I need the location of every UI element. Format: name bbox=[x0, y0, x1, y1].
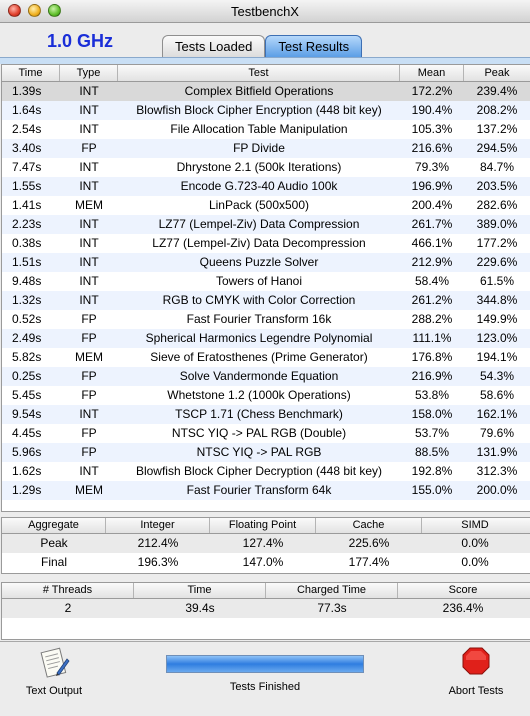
stop-sign-icon bbox=[461, 646, 491, 676]
cell-type: MEM bbox=[75, 483, 103, 497]
cell-type: INT bbox=[79, 84, 99, 98]
cell-test: Fast Fourier Transform 64k bbox=[186, 483, 332, 497]
footer-divider bbox=[0, 641, 530, 642]
cell-mean: 190.4% bbox=[411, 103, 453, 117]
cell-type: INT bbox=[79, 236, 99, 250]
cell-test: Queens Puzzle Solver bbox=[199, 255, 319, 269]
cell-mean: 288.2% bbox=[411, 312, 453, 326]
table-row[interactable] bbox=[2, 82, 530, 101]
cell-mean: 172.2% bbox=[411, 84, 453, 98]
tab-panel-divider bbox=[0, 57, 530, 64]
aggregate-cache-value: 177.4% bbox=[348, 555, 390, 569]
cell-mean: 58.4% bbox=[414, 274, 450, 288]
aggregate-table-header bbox=[2, 518, 530, 534]
cell-test: Complex Bitfield Operations bbox=[184, 84, 334, 98]
summary-row bbox=[2, 599, 530, 618]
table-row[interactable] bbox=[2, 310, 530, 329]
cell-time: 0.25s bbox=[12, 369, 42, 383]
cell-mean: 158.0% bbox=[411, 407, 453, 421]
cell-type: INT bbox=[79, 179, 99, 193]
aggregate-fp-value: 147.0% bbox=[242, 555, 284, 569]
cell-time: 1.41s bbox=[12, 198, 42, 212]
cell-test: Towers of Hanoi bbox=[215, 274, 303, 288]
aggregate-table bbox=[1, 517, 530, 574]
tab-bar bbox=[162, 35, 362, 57]
cell-mean: 216.9% bbox=[411, 369, 453, 383]
table-row[interactable] bbox=[2, 234, 530, 253]
table-row[interactable] bbox=[2, 215, 530, 234]
tab-test-results[interactable]: Test Results bbox=[265, 35, 362, 57]
cell-mean: 111.1% bbox=[412, 331, 452, 345]
results-table-header bbox=[2, 65, 530, 82]
column-header-peak[interactable]: Peak bbox=[484, 67, 510, 79]
cell-time: 9.48s bbox=[12, 274, 42, 288]
window-title: TestbenchX bbox=[231, 4, 299, 19]
cell-type: FP bbox=[81, 388, 97, 402]
cell-time: 1.39s bbox=[12, 84, 42, 98]
table-row[interactable] bbox=[2, 481, 530, 500]
cell-peak: 389.0% bbox=[476, 217, 518, 231]
cell-time: 7.47s bbox=[12, 160, 42, 174]
cell-test: Dhrystone 2.1 (500k Iterations) bbox=[176, 160, 342, 174]
summary-table bbox=[1, 582, 530, 640]
aggregate-row-label: Peak bbox=[40, 536, 68, 550]
cell-mean: 261.7% bbox=[411, 217, 453, 231]
cell-peak: 203.5% bbox=[476, 179, 518, 193]
cell-type: FP bbox=[81, 331, 97, 345]
aggregate-cache-value: 225.6% bbox=[348, 536, 390, 550]
aggregate-row-final bbox=[2, 553, 530, 572]
cell-time: 1.29s bbox=[12, 483, 42, 497]
cell-mean: 216.6% bbox=[411, 141, 453, 155]
aggregate-integer-value: 196.3% bbox=[137, 555, 179, 569]
cell-type: INT bbox=[79, 103, 99, 117]
summary-table-header bbox=[2, 583, 530, 599]
cell-mean: 261.2% bbox=[411, 293, 453, 307]
summary-score-value: 236.4% bbox=[442, 601, 484, 615]
table-row[interactable] bbox=[2, 405, 530, 424]
table-row[interactable] bbox=[2, 329, 530, 348]
cell-type: INT bbox=[79, 293, 99, 307]
cell-peak: 194.1% bbox=[476, 350, 518, 364]
cell-time: 0.38s bbox=[12, 236, 42, 250]
cell-time: 1.62s bbox=[12, 464, 42, 478]
cell-type: INT bbox=[79, 122, 99, 136]
cell-type: INT bbox=[79, 255, 99, 269]
cell-mean: 79.3% bbox=[414, 160, 450, 174]
table-row[interactable] bbox=[2, 272, 530, 291]
cell-peak: 282.6% bbox=[476, 198, 518, 212]
table-row[interactable] bbox=[2, 120, 530, 139]
table-row[interactable] bbox=[2, 177, 530, 196]
cell-peak: 137.2% bbox=[476, 122, 518, 136]
cell-peak: 149.9% bbox=[476, 312, 518, 326]
cell-peak: 79.6% bbox=[479, 426, 515, 440]
column-header-time[interactable]: Time bbox=[2, 65, 60, 81]
cell-test: Whetstone 1.2 (1000k Operations) bbox=[167, 388, 351, 402]
cell-time: 5.96s bbox=[12, 445, 42, 459]
cell-peak: 54.3% bbox=[479, 369, 515, 383]
cell-test: Encode G.723-40 Audio 100k bbox=[180, 179, 338, 193]
cell-type: FP bbox=[81, 312, 97, 326]
tab-tests-loaded[interactable]: Tests Loaded bbox=[162, 35, 265, 57]
cell-time: 9.54s bbox=[12, 407, 42, 421]
column-header-mean[interactable]: Mean bbox=[400, 65, 464, 81]
cell-time: 5.82s bbox=[12, 350, 42, 364]
cell-mean: 53.8% bbox=[414, 388, 450, 402]
cell-type: INT bbox=[79, 464, 99, 478]
cell-test: File Allocation Table Manipulation bbox=[170, 122, 348, 136]
cell-peak: 229.6% bbox=[476, 255, 518, 269]
cell-mean: 196.9% bbox=[411, 179, 453, 193]
cell-mean: 88.5% bbox=[414, 445, 450, 459]
column-header-test[interactable]: Test bbox=[118, 65, 400, 81]
cell-peak: 200.0% bbox=[476, 483, 518, 497]
cell-test: LZ77 (Lempel-Ziv) Data Compression bbox=[158, 217, 360, 231]
cell-test: LZ77 (Lempel-Ziv) Data Decompression bbox=[152, 236, 366, 250]
cell-test: RGB to CMYK with Color Correction bbox=[162, 293, 356, 307]
cell-test: Sieve of Eratosthenes (Prime Generator) bbox=[150, 350, 368, 364]
cell-test: NTSC YIQ -> PAL RGB bbox=[196, 445, 322, 459]
cell-type: FP bbox=[81, 141, 97, 155]
aggregate-fp-value: 127.4% bbox=[242, 536, 284, 550]
cell-mean: 466.1% bbox=[411, 236, 453, 250]
cell-peak: 84.7% bbox=[479, 160, 515, 174]
cell-type: INT bbox=[79, 160, 99, 174]
aggregate-header-integer: Integer bbox=[106, 518, 210, 533]
column-header-type[interactable]: Type bbox=[60, 65, 118, 81]
title-bar bbox=[0, 0, 530, 23]
table-row[interactable] bbox=[2, 101, 530, 120]
cell-time: 4.45s bbox=[12, 426, 42, 440]
cell-peak: 239.4% bbox=[476, 84, 518, 98]
summary-charged-time-value: 77.3s bbox=[317, 601, 347, 615]
cell-test: FP Divide bbox=[233, 141, 285, 155]
cell-time: 2.54s bbox=[12, 122, 42, 136]
cell-mean: 155.0% bbox=[411, 483, 453, 497]
cell-mean: 192.8% bbox=[411, 464, 453, 478]
cell-peak: 208.2% bbox=[476, 103, 518, 117]
cell-type: FP bbox=[81, 426, 97, 440]
cell-time: 1.32s bbox=[12, 293, 42, 307]
cell-peak: 294.5% bbox=[476, 141, 518, 155]
cell-time: 2.49s bbox=[12, 331, 42, 345]
progress-fill bbox=[167, 656, 363, 672]
cpu-speed-label: 1.0 GHz bbox=[47, 31, 114, 51]
text-document-icon bbox=[37, 646, 71, 680]
cell-time: 5.45s bbox=[12, 388, 42, 402]
table-row[interactable] bbox=[2, 462, 530, 481]
aggregate-simd-value: 0.0% bbox=[461, 536, 489, 550]
cell-test: TSCP 1.71 (Chess Benchmark) bbox=[175, 407, 343, 421]
aggregate-integer-value: 212.4% bbox=[137, 536, 179, 550]
summary-header-score: Score bbox=[448, 584, 478, 596]
summary-header-time: Time bbox=[134, 583, 266, 598]
cell-test: NTSC YIQ -> PAL RGB (Double) bbox=[171, 426, 347, 440]
table-row[interactable] bbox=[2, 158, 530, 177]
cell-mean: 212.9% bbox=[411, 255, 453, 269]
abort-tests-button[interactable] bbox=[440, 646, 512, 697]
cell-type: FP bbox=[81, 369, 97, 383]
text-output-label: Text Output bbox=[25, 685, 83, 697]
cell-type: MEM bbox=[75, 350, 103, 364]
cell-mean: 176.8% bbox=[411, 350, 453, 364]
cell-mean: 53.7% bbox=[414, 426, 450, 440]
cell-test: Fast Fourier Transform 16k bbox=[186, 312, 332, 326]
results-table-body bbox=[2, 82, 530, 500]
aggregate-header-label: Aggregate bbox=[2, 518, 106, 533]
summary-threads-value: 2 bbox=[64, 601, 72, 615]
cell-type: INT bbox=[79, 407, 99, 421]
summary-header-charged-time: Charged Time bbox=[266, 583, 398, 598]
table-row[interactable] bbox=[2, 367, 530, 386]
table-row[interactable] bbox=[2, 196, 530, 215]
progress-bar bbox=[166, 655, 364, 673]
cell-time: 2.23s bbox=[12, 217, 42, 231]
cell-time: 1.55s bbox=[12, 179, 42, 193]
cell-peak: 131.9% bbox=[476, 445, 518, 459]
cell-peak: 162.1% bbox=[476, 407, 518, 421]
aggregate-header-floating-point: Floating Point bbox=[210, 518, 316, 533]
cell-peak: 177.2% bbox=[476, 236, 518, 250]
cell-test: Blowfish Block Cipher Encryption (448 bit key) bbox=[136, 103, 382, 117]
cell-test: Blowfish Block Cipher Decryption (448 bit key) bbox=[135, 464, 383, 478]
cell-peak: 312.3% bbox=[476, 464, 518, 478]
aggregate-header-simd: SIMD bbox=[461, 519, 489, 531]
cell-time: 3.40s bbox=[12, 141, 42, 155]
status-text: Tests Finished bbox=[229, 681, 301, 693]
cell-type: INT bbox=[79, 217, 99, 231]
text-output-button[interactable] bbox=[18, 646, 90, 697]
cell-peak: 58.6% bbox=[479, 388, 515, 402]
summary-time-value: 39.4s bbox=[185, 601, 215, 615]
table-row[interactable] bbox=[2, 291, 530, 310]
table-row[interactable] bbox=[2, 139, 530, 158]
cell-peak: 123.0% bbox=[476, 331, 518, 345]
cell-peak: 61.5% bbox=[479, 274, 515, 288]
cell-time: 1.64s bbox=[12, 103, 42, 117]
cell-time: 1.51s bbox=[12, 255, 42, 269]
results-table[interactable] bbox=[1, 64, 530, 512]
cell-mean: 200.4% bbox=[411, 198, 453, 212]
cell-time: 0.52s bbox=[12, 312, 42, 326]
aggregate-simd-value: 0.0% bbox=[461, 555, 489, 569]
cell-mean: 105.3% bbox=[411, 122, 453, 136]
aggregate-header-cache: Cache bbox=[316, 518, 422, 533]
table-row[interactable] bbox=[2, 443, 530, 462]
cell-type: FP bbox=[81, 445, 97, 459]
cell-type: INT bbox=[79, 274, 99, 288]
cell-test: Spherical Harmonics Legendre Polynomial bbox=[145, 331, 373, 345]
cell-test: LinPack (500x500) bbox=[208, 198, 310, 212]
table-row[interactable] bbox=[2, 386, 530, 405]
cell-type: MEM bbox=[75, 198, 103, 212]
table-row[interactable] bbox=[2, 424, 530, 443]
aggregate-row-label: Final bbox=[40, 555, 67, 569]
abort-tests-label: Abort Tests bbox=[448, 685, 504, 697]
table-row[interactable] bbox=[2, 253, 530, 272]
cell-test: Solve Vandermonde Equation bbox=[179, 369, 339, 383]
aggregate-row-peak bbox=[2, 534, 530, 553]
cell-peak: 344.8% bbox=[476, 293, 518, 307]
summary-header-threads: # Threads bbox=[2, 583, 134, 598]
table-row[interactable] bbox=[2, 348, 530, 367]
